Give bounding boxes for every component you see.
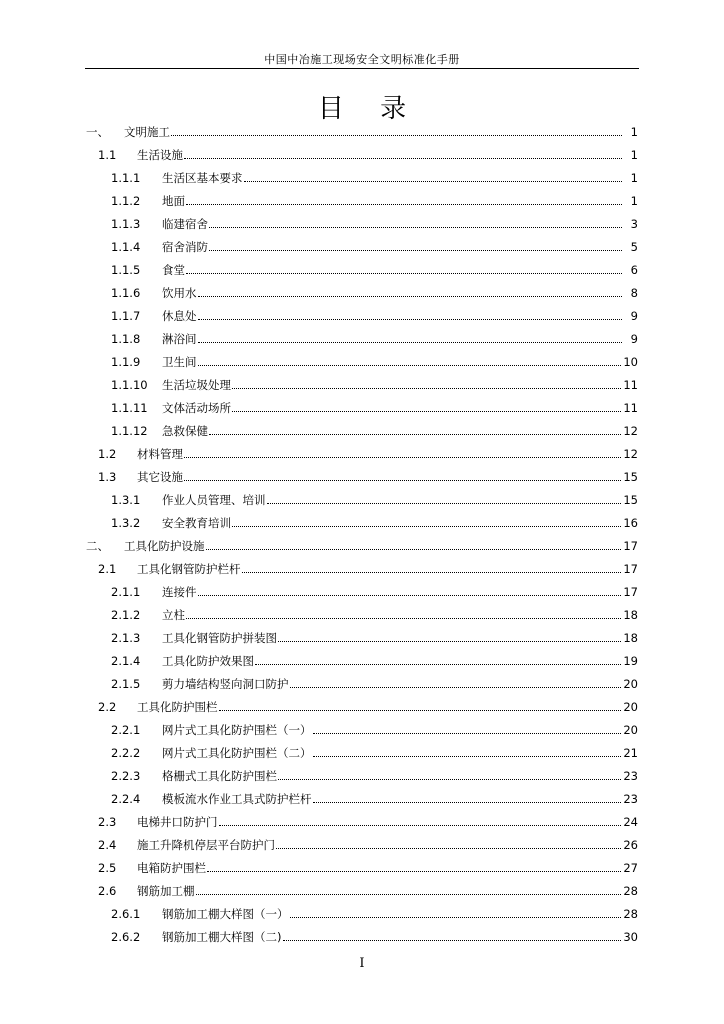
toc-entry-number: 2.2 bbox=[98, 699, 117, 714]
toc-entry-page: 1 bbox=[630, 170, 638, 185]
toc-entry-title: 生活垃圾处理 bbox=[162, 377, 231, 392]
toc-entry[interactable] bbox=[86, 902, 638, 925]
toc-entry-number: 1.1.6 bbox=[111, 285, 141, 300]
toc-entry-number: 2.1 bbox=[98, 561, 117, 576]
toc-entry[interactable] bbox=[86, 718, 638, 741]
toc-entry[interactable] bbox=[86, 258, 638, 281]
toc-entry[interactable] bbox=[86, 695, 638, 718]
toc-entry-number: 1.1.8 bbox=[111, 331, 141, 346]
toc-entry-page: 15 bbox=[623, 492, 638, 507]
toc-dot-leader bbox=[313, 756, 622, 757]
toc-entry-title: 模板流水作业工具式防护栏杆 bbox=[162, 791, 312, 806]
toc-entry[interactable] bbox=[86, 856, 638, 879]
toc-entry-page: 20 bbox=[623, 722, 638, 737]
toc-entry-title: 休息处 bbox=[162, 308, 197, 323]
toc-entry-title: 网片式工具化防护围栏（二） bbox=[162, 745, 312, 760]
toc-entry-title: 食堂 bbox=[162, 262, 185, 277]
toc-entry-number: 1.1 bbox=[98, 147, 117, 162]
toc-dot-leader bbox=[198, 365, 622, 366]
page-title: 目 录 bbox=[317, 94, 421, 124]
toc-entry-title: 电梯井口防护门 bbox=[137, 814, 218, 829]
toc-entry-page: 17 bbox=[623, 584, 638, 599]
toc-entry-page: 9 bbox=[630, 308, 638, 323]
toc-entry-page: 1 bbox=[630, 124, 638, 139]
toc-entry[interactable] bbox=[86, 304, 638, 327]
toc-entry-page: 21 bbox=[623, 745, 638, 760]
toc-entry[interactable] bbox=[86, 787, 638, 810]
toc-dot-leader bbox=[219, 710, 622, 711]
toc-entry-page: 20 bbox=[623, 676, 638, 691]
toc-dot-leader bbox=[232, 388, 621, 389]
toc-dot-leader bbox=[267, 503, 622, 504]
toc-entry[interactable] bbox=[86, 511, 638, 534]
toc-entry-number: 1.3 bbox=[98, 469, 117, 484]
toc-dot-leader bbox=[184, 158, 622, 159]
toc-entry-page: 1 bbox=[630, 193, 638, 208]
toc-entry-page: 3 bbox=[630, 216, 638, 231]
toc-dot-leader bbox=[198, 595, 622, 596]
toc-dot-leader bbox=[313, 733, 622, 734]
toc-entry[interactable] bbox=[86, 488, 638, 511]
toc-entry-title: 钢筋加工棚大样图（二) bbox=[162, 929, 282, 944]
toc-dot-leader bbox=[276, 848, 621, 849]
toc-entry-title: 文体活动场所 bbox=[162, 400, 231, 415]
toc-entry-page: 28 bbox=[623, 883, 638, 898]
toc-entry-title: 急救保健 bbox=[162, 423, 208, 438]
toc-entry-page: 19 bbox=[623, 653, 638, 668]
toc-entry-number: 1.1.2 bbox=[111, 193, 141, 208]
header-divider bbox=[85, 68, 639, 69]
toc-entry[interactable] bbox=[86, 143, 638, 166]
toc-entry-title: 地面 bbox=[162, 193, 185, 208]
toc-entry-page: 23 bbox=[623, 768, 638, 783]
toc-entry-page: 20 bbox=[623, 699, 638, 714]
toc-entry[interactable] bbox=[86, 534, 638, 557]
toc-entry-title: 钢筋加工棚大样图（一） bbox=[162, 906, 289, 921]
toc-dot-leader bbox=[313, 802, 622, 803]
toc-entry-title: 其它设施 bbox=[137, 469, 183, 484]
toc-dot-leader bbox=[290, 917, 622, 918]
toc-entry-number: 1.1.12 bbox=[111, 423, 148, 438]
toc-entry-page: 27 bbox=[623, 860, 638, 875]
toc-entry[interactable] bbox=[86, 557, 638, 580]
toc-entry-title: 钢筋加工棚 bbox=[137, 883, 195, 898]
toc-entry-title: 电箱防护围栏 bbox=[137, 860, 206, 875]
toc-entry-title: 工具化防护效果图 bbox=[162, 653, 254, 668]
toc-entry-page: 28 bbox=[623, 906, 638, 921]
toc-dot-leader bbox=[209, 227, 622, 228]
toc-entry[interactable] bbox=[86, 235, 638, 258]
toc-entry[interactable] bbox=[86, 166, 638, 189]
toc-dot-leader bbox=[186, 618, 621, 619]
toc-entry-number: 一、 bbox=[86, 124, 109, 139]
toc-entry[interactable] bbox=[86, 741, 638, 764]
toc-entry-title: 剪力墙结构竖向洞口防护 bbox=[162, 676, 289, 691]
toc-entry[interactable] bbox=[86, 350, 638, 373]
toc-entry-number: 1.1.9 bbox=[111, 354, 141, 369]
toc-entry-page: 9 bbox=[630, 331, 638, 346]
toc-entry-number: 2.1.5 bbox=[111, 676, 141, 691]
toc-dot-leader bbox=[184, 480, 621, 481]
toc-entry-number: 1.1.7 bbox=[111, 308, 141, 323]
toc-entry-number: 1.3.1 bbox=[111, 492, 141, 507]
toc-entry-title: 连接件 bbox=[162, 584, 197, 599]
toc-entry[interactable] bbox=[86, 603, 638, 626]
toc-entry[interactable] bbox=[86, 833, 638, 856]
toc-dot-leader bbox=[232, 526, 621, 527]
toc-entry-number: 2.1.1 bbox=[111, 584, 141, 599]
toc-dot-leader bbox=[290, 687, 622, 688]
toc-entry-title: 文明施工 bbox=[124, 124, 170, 139]
toc-dot-leader bbox=[196, 894, 622, 895]
toc-entry-page: 1 bbox=[630, 147, 638, 162]
toc-entry-number: 2.2.3 bbox=[111, 768, 141, 783]
toc-entry-page: 18 bbox=[623, 607, 638, 622]
toc-entry[interactable] bbox=[86, 327, 638, 350]
toc-dot-leader bbox=[198, 296, 623, 297]
toc-entry-title: 宿舍消防 bbox=[162, 239, 208, 254]
toc-entry-number: 2.5 bbox=[98, 860, 117, 875]
toc-entry-page: 26 bbox=[623, 837, 638, 852]
toc-entry-number: 1.2 bbox=[98, 446, 117, 461]
toc-entry[interactable] bbox=[86, 626, 638, 649]
toc-entry[interactable] bbox=[86, 189, 638, 212]
toc-entry-title: 生活区基本要求 bbox=[162, 170, 243, 185]
toc-dot-leader bbox=[278, 641, 621, 642]
toc-entry-page: 23 bbox=[623, 791, 638, 806]
toc-entry-number: 2.1.3 bbox=[111, 630, 141, 645]
toc-entry-title: 饮用水 bbox=[162, 285, 197, 300]
toc-dot-leader bbox=[278, 779, 621, 780]
toc-entry-title: 生活设施 bbox=[137, 147, 183, 162]
toc-entry-title: 安全教育培训 bbox=[162, 515, 231, 530]
toc-dot-leader bbox=[184, 457, 621, 458]
toc-entry-title: 格栅式工具化防护围栏 bbox=[162, 768, 277, 783]
toc-entry-title: 工具化防护围栏 bbox=[137, 699, 218, 714]
toc-entry[interactable] bbox=[86, 396, 638, 419]
toc-dot-leader bbox=[283, 940, 622, 941]
toc-entry-page: 11 bbox=[623, 377, 638, 392]
toc-entry-number: 2.6.2 bbox=[111, 929, 141, 944]
toc-entry-page: 24 bbox=[623, 814, 638, 829]
toc-entry-title: 网片式工具化防护围栏（一） bbox=[162, 722, 312, 737]
toc-entry[interactable] bbox=[86, 764, 638, 787]
toc-entry[interactable] bbox=[86, 672, 638, 695]
toc-entry[interactable] bbox=[86, 419, 638, 442]
toc-entry-number: 2.1.4 bbox=[111, 653, 141, 668]
toc-dot-leader bbox=[242, 572, 622, 573]
toc-entry-page: 6 bbox=[630, 262, 638, 277]
toc-entry-page: 17 bbox=[623, 538, 638, 553]
toc-dot-leader bbox=[209, 434, 621, 435]
toc-entry[interactable] bbox=[86, 281, 638, 304]
table-of-contents bbox=[86, 120, 638, 948]
toc-entry-page: 16 bbox=[623, 515, 638, 530]
toc-entry-number: 1.1.1 bbox=[111, 170, 141, 185]
toc-entry-page: 18 bbox=[623, 630, 638, 645]
toc-entry-number: 1.1.10 bbox=[111, 377, 148, 392]
toc-entry-title: 工具化防护设施 bbox=[124, 538, 205, 553]
toc-entry-number: 2.2.2 bbox=[111, 745, 141, 760]
toc-entry[interactable] bbox=[86, 120, 638, 143]
toc-dot-leader bbox=[232, 411, 621, 412]
toc-entry-number: 2.2.4 bbox=[111, 791, 141, 806]
toc-dot-leader bbox=[198, 319, 623, 320]
toc-entry-number: 1.1.11 bbox=[111, 400, 148, 415]
toc-dot-leader bbox=[219, 825, 622, 826]
toc-entry-number: 2.3 bbox=[98, 814, 117, 829]
toc-entry[interactable] bbox=[86, 810, 638, 833]
toc-entry-page: 15 bbox=[623, 469, 638, 484]
toc-entry-title: 材料管理 bbox=[137, 446, 183, 461]
toc-entry-page: 12 bbox=[623, 446, 638, 461]
page-number: I bbox=[359, 956, 365, 971]
toc-entry-number: 1.1.4 bbox=[111, 239, 141, 254]
toc-entry-page: 30 bbox=[623, 929, 638, 944]
toc-entry[interactable] bbox=[86, 580, 638, 603]
toc-entry-title: 作业人员管理、培训 bbox=[162, 492, 266, 507]
toc-entry-number: 1.1.3 bbox=[111, 216, 141, 231]
toc-dot-leader bbox=[209, 250, 622, 251]
toc-entry-number: 2.2.1 bbox=[111, 722, 141, 737]
toc-entry[interactable] bbox=[86, 925, 638, 948]
toc-entry-title: 工具化钢管防护栏杆 bbox=[137, 561, 241, 576]
toc-entry-number: 二、 bbox=[86, 538, 109, 553]
toc-entry[interactable] bbox=[86, 879, 638, 902]
toc-dot-leader bbox=[198, 342, 623, 343]
toc-entry-number: 2.6.1 bbox=[111, 906, 141, 921]
toc-entry[interactable] bbox=[86, 649, 638, 672]
toc-entry-number: 2.1.2 bbox=[111, 607, 141, 622]
toc-entry-title: 淋浴间 bbox=[162, 331, 197, 346]
toc-entry-page: 17 bbox=[623, 561, 638, 576]
toc-entry-number: 1.3.2 bbox=[111, 515, 141, 530]
toc-entry-page: 12 bbox=[623, 423, 638, 438]
toc-entry-page: 5 bbox=[630, 239, 638, 254]
toc-entry-title: 施工升降机停层平台防护门 bbox=[137, 837, 275, 852]
toc-entry-title: 立柱 bbox=[162, 607, 185, 622]
toc-entry-number: 1.1.5 bbox=[111, 262, 141, 277]
toc-dot-leader bbox=[186, 273, 622, 274]
toc-entry-title: 卫生间 bbox=[162, 354, 197, 369]
toc-entry-page: 8 bbox=[630, 285, 638, 300]
toc-dot-leader bbox=[255, 664, 621, 665]
toc-entry[interactable] bbox=[86, 212, 638, 235]
toc-entry-title: 工具化钢管防护拼装图 bbox=[162, 630, 277, 645]
toc-entry[interactable] bbox=[86, 442, 638, 465]
toc-entry-title: 临建宿舍 bbox=[162, 216, 208, 231]
toc-entry-page: 10 bbox=[623, 354, 638, 369]
toc-dot-leader bbox=[171, 135, 622, 136]
toc-entry-page: 11 bbox=[623, 400, 638, 415]
running-header: 中国中冶施工现场安全文明标准化手册 bbox=[264, 53, 460, 66]
toc-dot-leader bbox=[207, 871, 621, 872]
toc-entry[interactable] bbox=[86, 373, 638, 396]
toc-entry-number: 2.6 bbox=[98, 883, 117, 898]
toc-entry-number: 2.4 bbox=[98, 837, 117, 852]
toc-dot-leader bbox=[206, 549, 622, 550]
toc-dot-leader bbox=[244, 181, 623, 182]
toc-dot-leader bbox=[186, 204, 622, 205]
toc-entry[interactable] bbox=[86, 465, 638, 488]
